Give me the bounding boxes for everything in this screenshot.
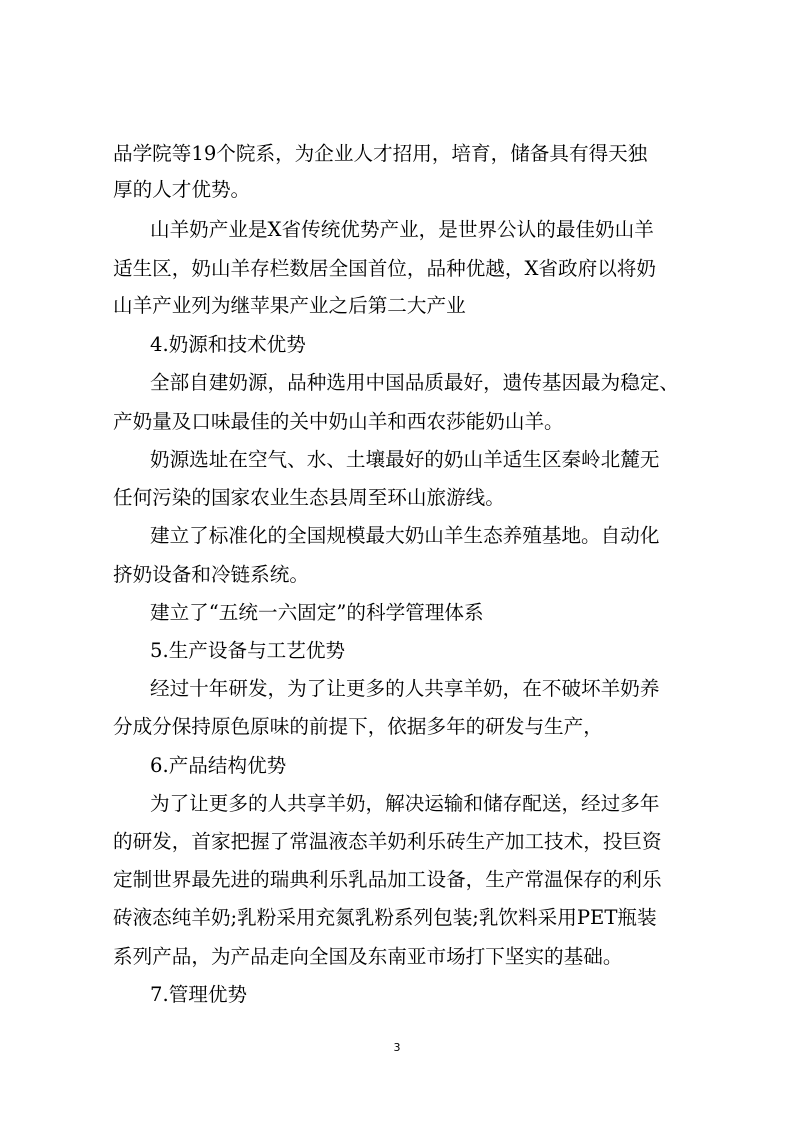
- page-number: 3: [393, 1041, 401, 1054]
- text-line: 厚的人才优势。: [113, 178, 251, 201]
- text-line: 适生区，奶山羊存栏数居全国首位，品种优越，X省政府以将奶: [113, 257, 656, 280]
- text-line: 任何污染的国家农业生态县周至环山旅游线。: [113, 486, 505, 509]
- text-line: 产奶量及口味最佳的关中奶山羊和西农莎能奶山羊。: [113, 410, 564, 433]
- text-line: 系列产品，为产品走向全国及东南亚市场打下坚实的基础。: [113, 945, 623, 968]
- text-line: 山羊奶产业是X省传统优势产业，是世界公认的最佳奶山羊: [150, 218, 654, 241]
- section-heading: 7.管理优势: [150, 983, 248, 1006]
- text-line: 奶源选址在空气、水、土壤最好的奶山羊适生区秦岭北麓无: [150, 448, 660, 471]
- text-line: 建立了标准化的全国规模最大奶山羊生态养殖基地。自动化: [150, 524, 660, 547]
- text-line: 为了让更多的人共享羊奶，解决运输和储存配送，经过多年: [150, 792, 660, 815]
- text-line: 全部自建奶源，品种选用中国品质最好，遗传基因最为稳定、: [150, 371, 680, 394]
- section-heading: 5.生产设备与工艺优势: [150, 639, 346, 662]
- section-heading: 4.奶源和技术优势: [150, 333, 306, 356]
- text-line: 山羊产业列为继苹果产业之后第二大产业: [113, 294, 466, 317]
- text-line: 经过十年研发，为了让更多的人共享羊奶，在不破坏羊奶养: [150, 677, 660, 700]
- text-line: 分成分保持原色原味的前提下，依据多年的研发与生产，: [113, 715, 603, 738]
- text-line: 砖液态纯羊奶;乳粉采用充氮乳粉系列包装;乳饮料采用PET瓶装: [113, 906, 657, 929]
- text-line: 定制世界最先进的瑞典利乐乳品加工设备，生产常温保存的利乐: [113, 868, 662, 891]
- text-line: 的研发，首家把握了常温液态羊奶利乐砖生产加工技术，投巨资: [113, 830, 662, 853]
- section-heading: 6.产品结构优势: [150, 754, 287, 777]
- text-line: 建立了“五统一六固定”的科学管理体系: [150, 601, 484, 624]
- text-line: 品学院等19个院系，为企业人才招用，培育，储备具有得天独: [113, 142, 648, 165]
- text-line: 挤奶设备和冷链系统。: [113, 563, 309, 586]
